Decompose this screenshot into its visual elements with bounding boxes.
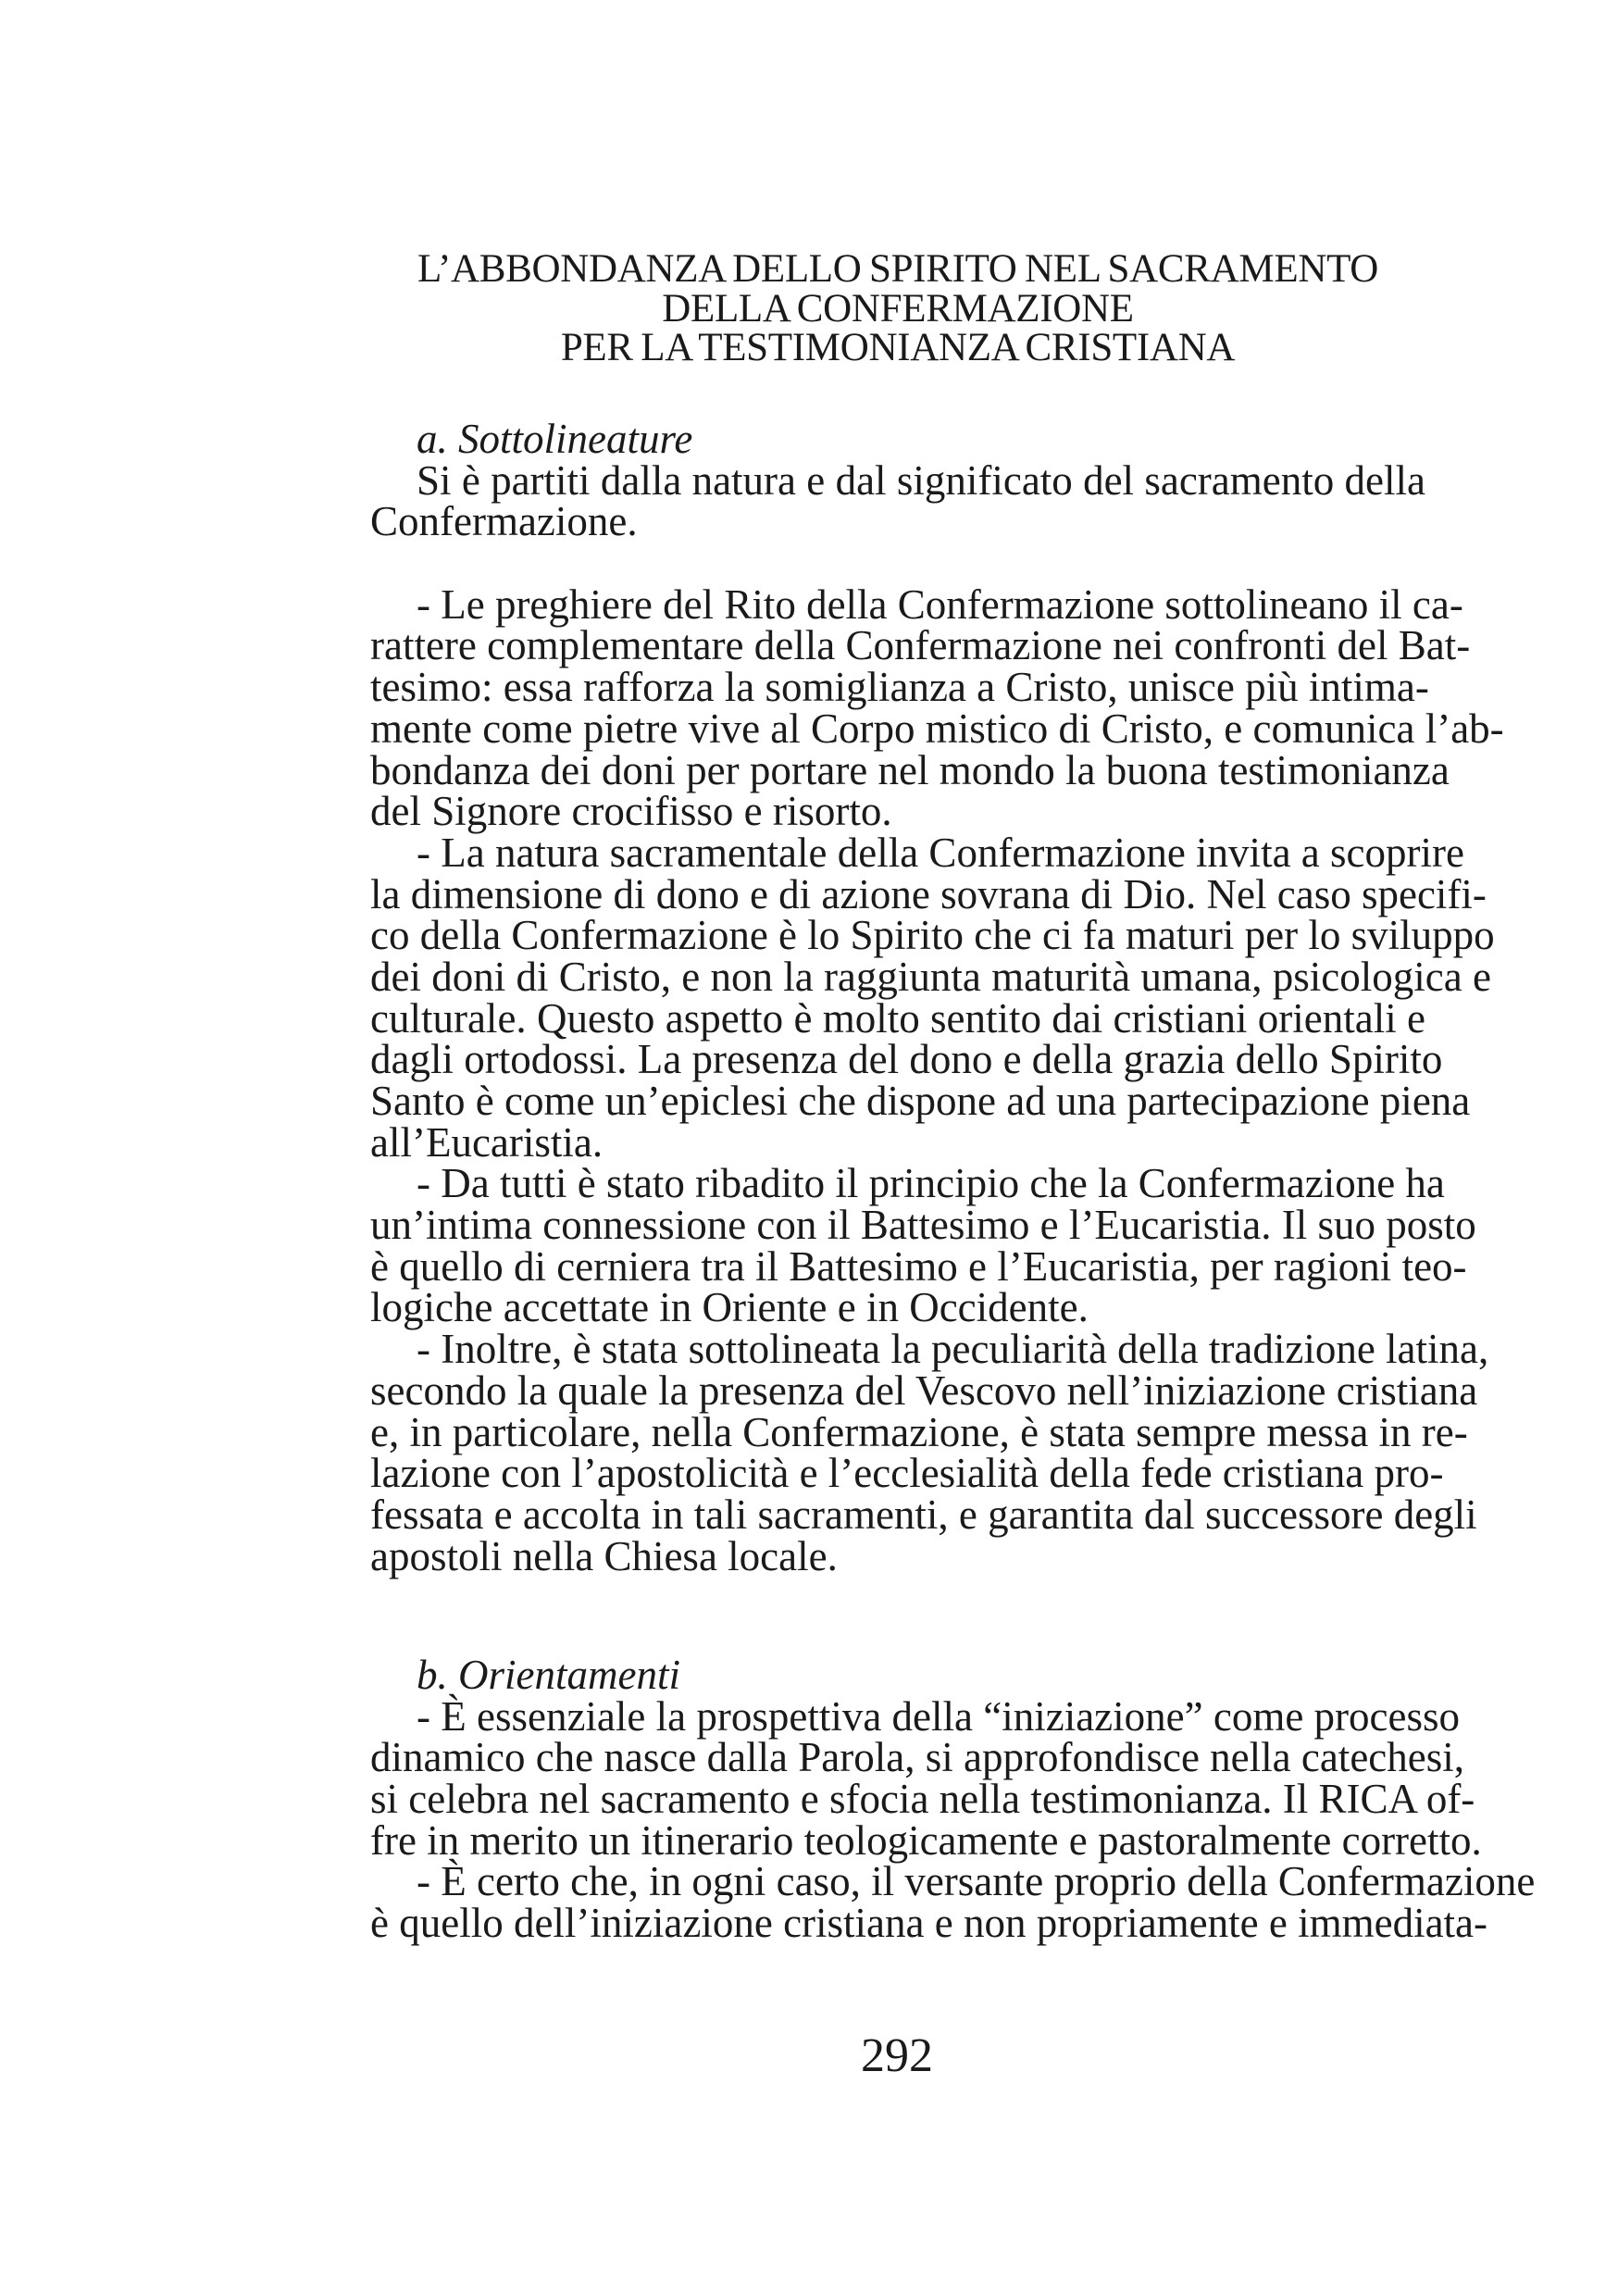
text-line: Si è partiti dalla natura e dal significato del sacramento della — [417, 456, 1425, 504]
text-line: - È essenziale la prospettiva della “iniziazione” come processo — [417, 1692, 1460, 1740]
text-line: fessata e accolta in tali sacramenti, e garantita dal successore degli — [370, 1491, 1477, 1538]
section-b — [370, 1652, 1536, 1947]
paragraph-essenziale — [370, 1692, 1482, 1864]
blank-line — [370, 543, 1425, 584]
text-line: è quello di cerniera tra il Battesimo e l’Eucaristia, per ragioni teo- — [370, 1242, 1467, 1290]
text-line: bondanza dei doni per portare nel mondo la buona testimonianza — [370, 746, 1450, 793]
text-line: del Signore crocifisso e risorto. — [370, 788, 892, 835]
text-line: si celebra nel sacramento e sfocia nella testimonianza. Il RICA of- — [370, 1776, 1475, 1823]
text-line: secondo la quale la presenza del Vescovo nell’iniziazione cristiana — [370, 1366, 1478, 1414]
text-line: dinamico che nasce dalla Parola, si approfondisce nella catechesi, — [370, 1734, 1464, 1781]
paragraph-natura — [370, 829, 1495, 1166]
paragraph-certo — [370, 1858, 1536, 1947]
section-b-heading: b. Orientamenti — [417, 1652, 680, 1698]
text-line: - Inoltre, è stata sottolineata la peculiarità della tradizione latina, — [417, 1326, 1489, 1373]
text-line: la dimensione di dono e di azione sovrana di Dio. Nel caso specifi- — [370, 870, 1487, 917]
text-line: culturale. Questo aspetto è molto sentito dai cristiani orientali e — [370, 994, 1425, 1042]
text-line: rattere complementare della Confermazione nei confronti del Bat- — [370, 622, 1471, 669]
section-a — [370, 416, 1504, 1579]
text-line: tesimo: essa rafforza la somiglianza a Cristo, unisce più intima- — [370, 664, 1429, 711]
text-line: dagli ortodossi. La presenza del dono e della grazia dello Spirito — [370, 1036, 1443, 1083]
text-line: lazione con l’apostolicità e l’ecclesialità della fede cristiana pro- — [370, 1450, 1444, 1497]
chapter-title-line-1: L’ABBONDANZA DELLO SPIRITO NEL SACRAMENTO — [417, 247, 1379, 291]
paragraph-preghiere — [370, 580, 1504, 835]
text-line: - Le preghiere del Rito della Confermazione sottolineano il ca- — [417, 580, 1463, 628]
chapter-title — [370, 247, 1425, 369]
text-line: Santo è come un’epiclesi che dispone ad una partecipazione piena — [370, 1078, 1471, 1124]
text-line: fre in merito un itinerario teologicamente e pastoralmente corretto. — [370, 1816, 1482, 1864]
chapter-title-line-3: PER LA TESTIMONIANZA CRISTIANA — [560, 326, 1236, 369]
text-line: - È certo che, in ogni caso, il versante proprio della Confermazione — [417, 1858, 1536, 1905]
text-line: un’intima connessione con il Battesimo e l’Eucaristia. Il suo posto — [370, 1202, 1476, 1249]
paragraph-da-tutti — [370, 1160, 1476, 1331]
text-line: è quello dell’iniziazione cristiana e non propriamente e immediata- — [370, 1900, 1488, 1947]
text-line: - La natura sacramentale della Confermazione invita a scoprire — [417, 829, 1464, 876]
text-line: e, in particolare, nella Confermazione, è stata sempre messa in re- — [370, 1408, 1468, 1455]
text-line: apostoli nella Chiesa locale. — [370, 1532, 838, 1579]
text-line: all’Eucaristia. — [370, 1118, 604, 1166]
section-a-heading: a. Sottolineature — [417, 416, 693, 462]
text-line: - Da tutti è stato ribadito il principio che la Confermazione ha — [417, 1160, 1445, 1207]
chapter-title-line-2: DELLA CONFERMAZIONE — [662, 286, 1134, 331]
text-line: dei doni di Cristo, e non la raggiunta maturità umana, psicologica e — [370, 953, 1491, 1000]
section-a-intro — [370, 456, 1425, 545]
text-line: Confermazione. — [370, 498, 638, 545]
paragraph-inoltre — [370, 1326, 1489, 1579]
text-line: co della Confermazione è lo Spirito che ci fa maturi per lo sviluppo — [370, 912, 1495, 959]
text-line: logiche accettate in Oriente e in Occidente. — [370, 1284, 1089, 1331]
page-number: 292 — [861, 2029, 933, 2082]
text-line: mente come pietre vive al Corpo mistico di Cristo, e comunica l’ab- — [370, 705, 1504, 752]
